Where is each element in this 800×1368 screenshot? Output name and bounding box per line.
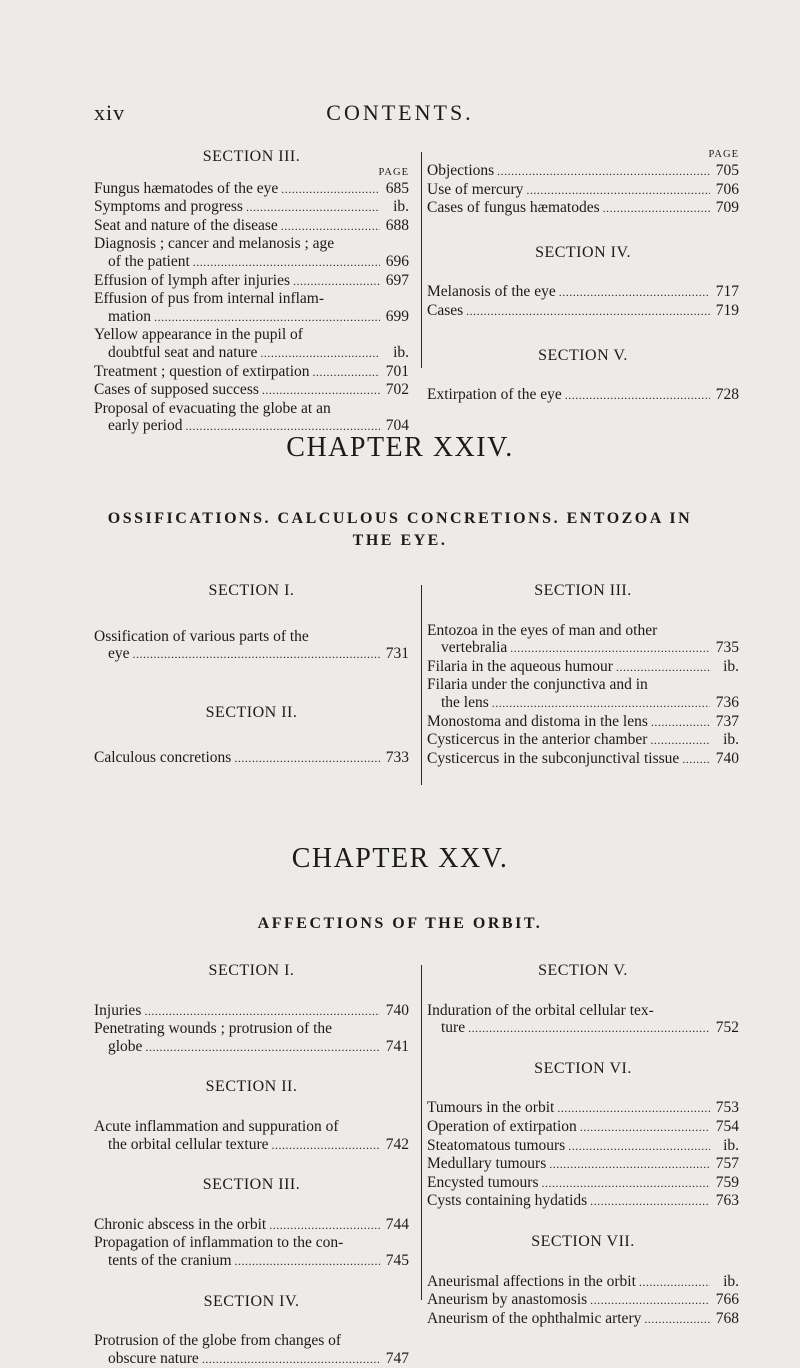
- entry-page-number: 747: [385, 1349, 409, 1367]
- entry-page-number: 706: [715, 180, 739, 198]
- entry-page-number: 763: [715, 1192, 739, 1210]
- entry-text: Propagation of inflammation to the con-: [94, 1234, 344, 1252]
- entry-text: mation: [108, 307, 152, 325]
- entry-page-number: 699: [385, 307, 409, 325]
- page-column-heading: PAGE: [708, 149, 739, 160]
- entry-text: doubtful seat and nature: [108, 343, 258, 361]
- section-heading: SECTION VI.: [534, 1059, 632, 1077]
- section-heading: SECTION II.: [205, 703, 298, 721]
- entry-page-number: 685: [385, 179, 409, 197]
- entry-page-number: 759: [715, 1173, 739, 1191]
- dot-leader: [281, 217, 380, 236]
- entry-text: Aneurism by anastomosis: [427, 1291, 588, 1309]
- page-number: xiv: [94, 100, 126, 125]
- chapter-24-title: CHAPTER XXIV.: [286, 432, 514, 463]
- entry-text: Objections: [427, 162, 495, 179]
- entry-text: Diagnosis ; cancer and melanosis ; age: [94, 235, 335, 253]
- entry-text: the orbital cellular texture: [108, 1135, 269, 1153]
- entry-text: Tumours in the orbit: [427, 1099, 555, 1117]
- entry-page-number: 697: [385, 271, 409, 289]
- entry-page-number: 757: [715, 1155, 739, 1173]
- entry-text: Induration of the orbital cellular tex-: [427, 1001, 654, 1019]
- dot-leader: [246, 198, 380, 217]
- entry-text: Operation of extirpation: [427, 1117, 577, 1135]
- toc-entry: [94, 235, 409, 271]
- running-header: [0, 100, 800, 124]
- chapter-25-subtitle-line1: AFFECTIONS OF THE ORBIT.: [257, 915, 543, 932]
- entry-text: Use of mercury: [427, 180, 524, 198]
- toc-entry: [427, 1099, 739, 1118]
- entry-text: Effusion of pus from internal inflam-: [94, 290, 325, 308]
- entry-text: Cysticercus in the subconjunctival tissue: [427, 749, 680, 767]
- toc-entry: [427, 750, 739, 769]
- dot-leader: [580, 1118, 710, 1137]
- entry-text: obscure nature: [108, 1349, 199, 1367]
- section-heading: SECTION V.: [538, 346, 628, 364]
- chapter-24-left-column: [94, 582, 409, 768]
- dot-leader: [235, 1252, 380, 1271]
- toc-entry: [427, 1155, 739, 1174]
- dot-leader: [682, 750, 710, 769]
- toc-entry: [427, 713, 739, 732]
- entry-text: vertebralia: [441, 639, 508, 657]
- entry-page-number: 704: [385, 417, 409, 435]
- toc-entry: [94, 1118, 409, 1154]
- dot-leader: [133, 645, 380, 664]
- dot-leader: [590, 1291, 710, 1310]
- dot-leader: [639, 1273, 710, 1292]
- entry-page-number: 744: [385, 1215, 409, 1233]
- dot-leader: [269, 1216, 380, 1235]
- dot-leader: [313, 363, 380, 382]
- toc-entry: [427, 181, 739, 200]
- entry-text: globe: [108, 1037, 143, 1055]
- entry-page-number: 696: [385, 252, 409, 270]
- dot-leader: [193, 253, 380, 272]
- entry-text: Treatment ; question of extirpation: [94, 362, 310, 380]
- dot-leader: [616, 658, 710, 677]
- dot-leader: [234, 749, 380, 768]
- dot-leader: [281, 180, 380, 199]
- entry-page-number: 733: [385, 749, 409, 767]
- entry-text: Cases: [427, 301, 464, 319]
- chapter-24-subtitle-line2: THE EYE.: [352, 532, 448, 549]
- entry-page-number: 717: [715, 283, 739, 301]
- entry-text: Entozoa in the eyes of man and other: [427, 621, 658, 639]
- section-heading: SECTION IV.: [535, 243, 631, 261]
- dot-leader: [272, 1136, 380, 1155]
- entry-text: Yellow appearance in the pupil of: [94, 326, 303, 344]
- dot-leader: [468, 1019, 710, 1038]
- entry-page-number: 735: [715, 639, 739, 657]
- entry-page-number: ib.: [723, 1272, 739, 1290]
- dot-leader: [590, 1192, 710, 1211]
- toc-entry: [94, 749, 409, 768]
- entry-text: Cases of supposed success: [94, 381, 259, 399]
- entry-page-number: 745: [385, 1251, 409, 1269]
- dot-leader: [144, 1002, 380, 1021]
- toc-entry: [94, 381, 409, 400]
- dot-leader: [293, 272, 380, 291]
- entry-text: of the patient: [108, 252, 190, 270]
- entry-page-number: 754: [715, 1117, 739, 1135]
- entry-text: Cases of fungus hæmatodes: [427, 199, 600, 217]
- section-heading: SECTION III.: [202, 1176, 301, 1194]
- section-heading: SECTION I.: [208, 962, 295, 979]
- dot-leader: [262, 381, 380, 400]
- toc-entry: [94, 1020, 409, 1056]
- entry-page-number: 736: [715, 693, 739, 711]
- section-heading: SECTION I.: [208, 582, 295, 599]
- section-heading: SECTION IV.: [203, 1292, 300, 1310]
- toc-entry: [427, 283, 739, 302]
- entry-text: Calculous concretions: [94, 749, 232, 767]
- entry-text: Ossification of various parts of the: [94, 627, 309, 645]
- dot-leader: [526, 181, 710, 200]
- section-heading: SECTION II.: [205, 1078, 298, 1096]
- toc-entry: [427, 1310, 739, 1329]
- entry-text: Filaria in the aqueous humour: [427, 657, 613, 675]
- toc-entry: [94, 217, 409, 236]
- entry-text: Encysted tumours: [427, 1173, 539, 1191]
- toc-entry: [94, 1002, 409, 1021]
- part1-left-column: [94, 148, 409, 436]
- entry-text: early period: [108, 417, 183, 435]
- column-divider: [421, 965, 422, 1300]
- chapter-25-title: CHAPTER XXV.: [291, 843, 509, 874]
- toc-entry: [427, 199, 739, 218]
- entry-page-number: 740: [715, 749, 739, 767]
- entry-text: Injuries: [94, 1001, 142, 1019]
- chapter-25-right-column: [427, 962, 739, 1328]
- entry-page-number: 741: [385, 1037, 409, 1055]
- entry-text: Aneurismal affections in the orbit: [427, 1272, 636, 1290]
- entry-text: Proposal of evacuating the globe at an: [94, 399, 331, 417]
- toc-entry: [427, 162, 739, 181]
- entry-page-number: 766: [715, 1291, 739, 1309]
- dot-leader: [644, 1310, 710, 1329]
- dot-leader: [492, 694, 710, 713]
- section-heading: SECTION V.: [538, 962, 628, 979]
- toc-entry: [94, 272, 409, 291]
- entry-text: Extirpation of the eye: [427, 386, 562, 404]
- toc-entry: [427, 658, 739, 677]
- entry-page-number: 719: [715, 301, 739, 319]
- toc-entry: [94, 1332, 409, 1368]
- entry-page-number: 737: [715, 712, 739, 730]
- entry-text: Protrusion of the globe from changes of: [94, 1332, 342, 1350]
- entry-page-number: ib.: [723, 657, 739, 675]
- toc-entry: [427, 1174, 739, 1193]
- dot-leader: [568, 1137, 710, 1156]
- toc-entry: [427, 1002, 739, 1038]
- entry-page-number: 753: [715, 1099, 739, 1117]
- dot-leader: [154, 308, 380, 327]
- dot-leader: [549, 1155, 710, 1174]
- entry-text: Cysticercus in the anterior chamber: [427, 731, 648, 749]
- entry-page-number: ib.: [393, 198, 409, 216]
- entry-text: Cysts containing hydatids: [427, 1192, 588, 1210]
- toc-entry: [94, 400, 409, 436]
- entry-text: Filaria under the conjunctiva and in: [427, 676, 648, 694]
- dot-leader: [559, 283, 710, 302]
- entry-page-number: 702: [385, 381, 409, 399]
- entry-page-number: 728: [715, 386, 739, 404]
- entry-text: Steatomatous tumours: [427, 1136, 566, 1154]
- toc-entry: [427, 302, 739, 321]
- toc-entry: [94, 198, 409, 217]
- toc-entry: [427, 386, 739, 405]
- entry-page-number: 701: [385, 362, 409, 380]
- chapter-25-left-column: [94, 962, 409, 1368]
- page-title: CONTENTS.: [326, 100, 474, 125]
- toc-entry: [94, 1234, 409, 1270]
- dot-leader: [650, 731, 710, 750]
- toc-entry: [427, 622, 739, 658]
- chapter-24-subtitle-line1: OSSIFICATIONS. CALCULOUS CONCRETIONS. ENTOZOA IN: [107, 510, 693, 527]
- page-column-heading: PAGE: [378, 166, 409, 178]
- dot-leader: [651, 713, 710, 732]
- entry-text: Symptoms and progress: [94, 198, 243, 216]
- toc-entry: [427, 676, 739, 712]
- entry-page-number: ib.: [393, 343, 409, 361]
- entry-text: ture: [441, 1019, 466, 1037]
- entry-page-number: 705: [715, 162, 739, 179]
- entry-text: Effusion of lymph after injuries: [94, 271, 291, 289]
- entry-page-number: 752: [715, 1019, 739, 1037]
- toc-entry: [94, 628, 409, 664]
- dot-leader: [510, 639, 710, 658]
- entry-text: Medullary tumours: [427, 1155, 547, 1173]
- entry-text: Melanosis of the eye: [427, 283, 556, 301]
- toc-entry: [427, 1137, 739, 1156]
- dot-leader: [497, 162, 710, 181]
- entry-text: Monostoma and distoma in the lens: [427, 712, 648, 730]
- entry-text: eye: [108, 645, 130, 663]
- part1-right-column: [427, 148, 739, 405]
- dot-leader: [202, 1350, 380, 1368]
- toc-entry: [427, 1118, 739, 1137]
- toc-entry: [427, 1291, 739, 1310]
- entry-page-number: 742: [385, 1135, 409, 1153]
- toc-entry: [94, 1216, 409, 1235]
- entry-text: Acute inflammation and suppuration of: [94, 1117, 339, 1135]
- dot-leader: [603, 199, 710, 218]
- toc-entry: [94, 290, 409, 326]
- toc-entry: [427, 1273, 739, 1292]
- entry-text: Aneurism of the ophthalmic artery: [427, 1309, 642, 1327]
- dot-leader: [145, 1038, 380, 1057]
- entry-text: Chronic abscess in the orbit: [94, 1215, 267, 1233]
- entry-page-number: 688: [385, 216, 409, 234]
- chapter-24-right-column: [427, 582, 739, 768]
- entry-page-number: ib.: [723, 1136, 739, 1154]
- section-heading: SECTION III.: [534, 582, 632, 599]
- section-heading: SECTION III.: [202, 148, 301, 165]
- dot-leader: [565, 386, 710, 405]
- dot-leader: [260, 344, 380, 363]
- entry-text: Fungus hæmatodes of the eye: [94, 179, 279, 197]
- entry-page-number: 731: [385, 645, 409, 663]
- entry-page-number: 709: [715, 199, 739, 217]
- toc-entry: [94, 180, 409, 199]
- entry-text: the lens: [441, 693, 489, 711]
- entry-page-number: ib.: [723, 731, 739, 749]
- entry-text: Penetrating wounds ; protrusion of the: [94, 1020, 333, 1038]
- entry-page-number: 768: [715, 1309, 739, 1327]
- section-heading: SECTION VII.: [531, 1232, 635, 1250]
- column-divider: [421, 585, 422, 785]
- entry-text: Seat and nature of the disease: [94, 216, 278, 234]
- toc-entry: [427, 1192, 739, 1211]
- dot-leader: [466, 302, 710, 321]
- entry-text: tents of the cranium: [108, 1251, 232, 1269]
- toc-entry: [94, 326, 409, 362]
- toc-entry: [94, 363, 409, 382]
- column-divider: [421, 152, 422, 368]
- dot-leader: [542, 1174, 711, 1193]
- entry-page-number: 740: [385, 1001, 409, 1019]
- toc-entry: [427, 731, 739, 750]
- dot-leader: [557, 1099, 710, 1118]
